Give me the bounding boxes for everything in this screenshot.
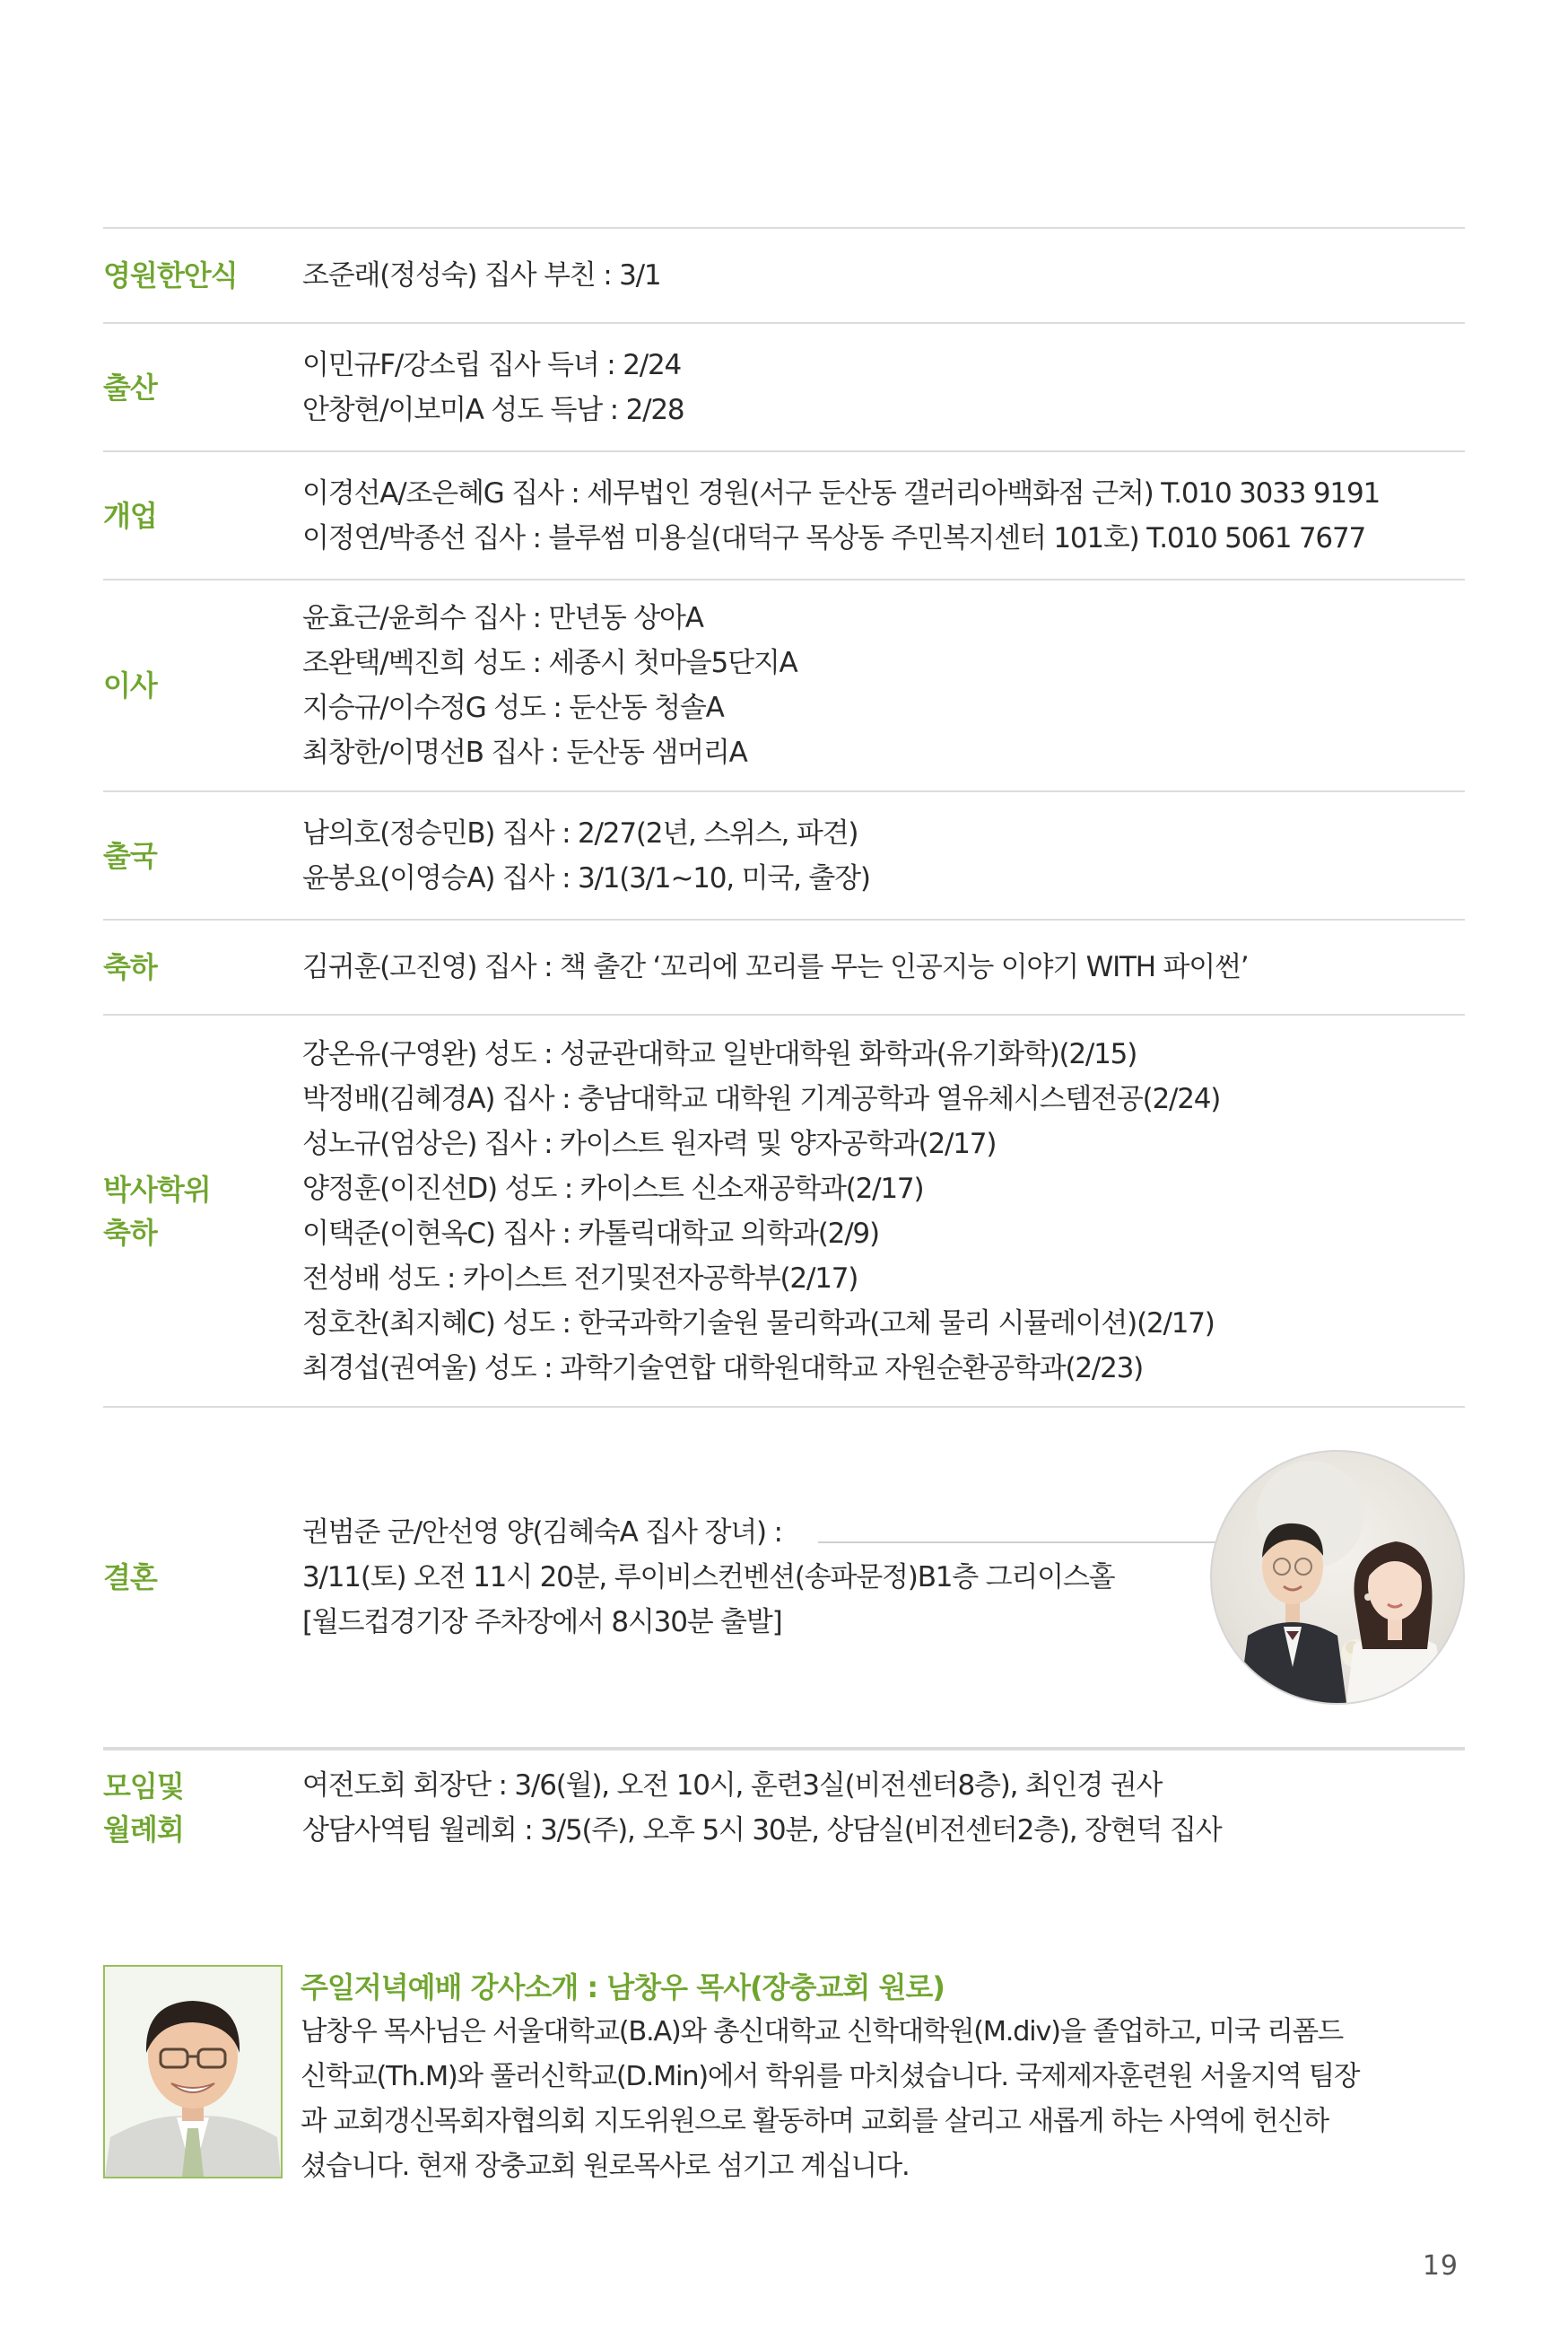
section-business-opening (103, 450, 1465, 579)
section-label: 이사 (103, 668, 157, 703)
section-content (302, 792, 1465, 919)
bio-line: 과 교회갱신목회자협의회 지도위원으로 활동하며 교회를 살리고 새롭게 하는 사역에 헌신하 (301, 2106, 1328, 2137)
couple-illustration (1212, 1452, 1463, 1703)
entry-line: 전성배 성도 : 카이스트 전기및전자공학부(2/17) (302, 1262, 858, 1295)
couple-photo (1210, 1450, 1465, 1705)
entry-line: 윤봉요(이영승A) 집사 : 3/1(3/1~10, 미국, 출장) (302, 861, 870, 895)
entry-line: 상담사역팀 월레회 : 3/5(주), 오후 5시 30분, 상담실(비전센터2층), 장현덕 집사 (302, 1814, 1222, 1846)
page-number: 19 (1422, 2250, 1459, 2282)
entry-line: 김귀훈(고진영) 집사 : 책 출간 ‘꼬리에 꼬리를 무는 인공지능 이야기 WITH 파이썬’ (302, 951, 1249, 983)
entry-line: 조완택/벡진희 성도 : 세종시 첫마을5단지A (302, 647, 797, 679)
entry-line: 최경섭(권여울) 성도 : 과학기술연합 대학원대학교 자원순환공학과(2/23) (302, 1351, 1144, 1384)
section-label: 모임및 월례회 (103, 1769, 184, 1846)
section-content (302, 229, 1465, 322)
section-label: 출국 (103, 838, 157, 873)
entry-line: 최창한/이명선B 집사 : 둔산동 샘머리A (302, 737, 747, 769)
speaker-introduction (103, 1965, 1465, 2189)
entry-line: 지승규/이수정G 성도 : 둔산동 청솔A (302, 692, 724, 724)
entry-line: 조준래(정성숙) 집사 부친 : 3/1 (302, 259, 661, 292)
bio-line: 셨습니다. 현재 장충교회 원로목사로 섬기고 계십니다. (301, 2151, 910, 2182)
bio-line: 남창우 목사님은 서울대학교(B.A)와 총신대학교 신학대학원(M.div)을 졸업하고, 미국 리폼드 (301, 2016, 1343, 2047)
speaker-bio (301, 2010, 1465, 2189)
section-content (302, 921, 1465, 1014)
entry-line: 정호찬(최지혜C) 성도 : 한국과학기술원 물리학과(고체 물리 시뮬레이션)(2/17) (302, 1306, 1215, 1340)
section-birth (103, 322, 1465, 450)
section-moving (103, 579, 1465, 790)
entry-line: 박정배(김혜경A) 집사 : 충남대학교 대학원 기계공학과 열유체시스템전공(2/24) (302, 1082, 1221, 1115)
section-label: 출산 (103, 370, 157, 405)
speaker-portrait (103, 1965, 283, 2178)
section-label: 박사학위 축하 (103, 1172, 211, 1250)
speaker-text (301, 1965, 1465, 2189)
section-congratulations (103, 919, 1465, 1014)
connector-line (818, 1541, 1223, 1543)
entry-line: 양정훈(이진선D) 성도 : 카이스트 신소재공학과(2/17) (302, 1172, 924, 1205)
entry-line: 이민규F/강소립 집사 득녀 : 2/24 (302, 348, 682, 381)
speaker-illustration (105, 1967, 281, 2177)
section-label: 개업 (103, 498, 157, 533)
entry-line: [월드컵경기장 주차장에서 8시30분 출발] (302, 1606, 782, 1638)
speaker-title: 주일저녁예배 강사소개 : 남창우 목사(장충교회 원로) (301, 1970, 945, 2004)
entry-line: 강온유(구영완) 성도 : 성균관대학교 일반대학원 화학과(유기화학)(2/15) (302, 1037, 1137, 1070)
section-content (302, 452, 1465, 579)
section-meetings (103, 1749, 1465, 1865)
section-content (302, 1750, 1465, 1865)
entry-line: 이경선A/조은혜G 집사 : 세무법인 경원(서구 둔산동 갤러리아백화점 근처) T.010 3033 9191 (302, 476, 1380, 510)
section-eternal-rest (103, 227, 1465, 322)
section-content (302, 324, 1465, 450)
section-doctorate (103, 1014, 1465, 1406)
section-label: 축하 (103, 950, 157, 984)
section-label: 영원한안식 (103, 258, 238, 292)
entry-line: 남의호(정승민B) 집사 : 2/27(2년, 스위스, 파견) (302, 816, 858, 850)
entry-line: 이정연/박종선 집사 : 블루썸 미용실(대덕구 목상동 주민복지센터 101호) T.010 5061 7677 (302, 521, 1365, 554)
entry-line: 여전도회 회장단 : 3/6(월), 오전 10시, 훈련3실(비전센터8층), 최인경 권사 (302, 1769, 1163, 1802)
entry-line: 윤효근/윤희수 집사 : 만년동 상아A (302, 602, 703, 634)
entry-line: 안창현/이보미A 성도 득남 : 2/28 (302, 393, 684, 426)
section-content (302, 1016, 1465, 1406)
section-wedding (103, 1406, 1465, 1747)
entry-line: 3/11(토) 오전 11시 20분, 루이비스컨벤션(송파문정)B1층 그리이스홀 (302, 1561, 1115, 1593)
section-content (302, 581, 1465, 790)
wedding-content (302, 1408, 1465, 1747)
section-label: 결혼 (103, 1560, 157, 1594)
entry-line: 성노규(엄상은) 집사 : 카이스트 원자력 및 양자공학과(2/17) (302, 1127, 997, 1160)
entry-line: 권범준 군/안선영 양(김혜숙A 집사 장녀) : (302, 1516, 782, 1549)
section-departure (103, 790, 1465, 919)
bio-line: 신학교(Th.M)와 풀러신학교(D.Min)에서 학위를 마치셨습니다. 국제제자훈련원 서울지역 팀장 (301, 2061, 1360, 2092)
church-news-list (103, 227, 1465, 1865)
entry-line: 이택준(이현옥C) 집사 : 카톨릭대학교 의학과(2/9) (302, 1217, 879, 1250)
